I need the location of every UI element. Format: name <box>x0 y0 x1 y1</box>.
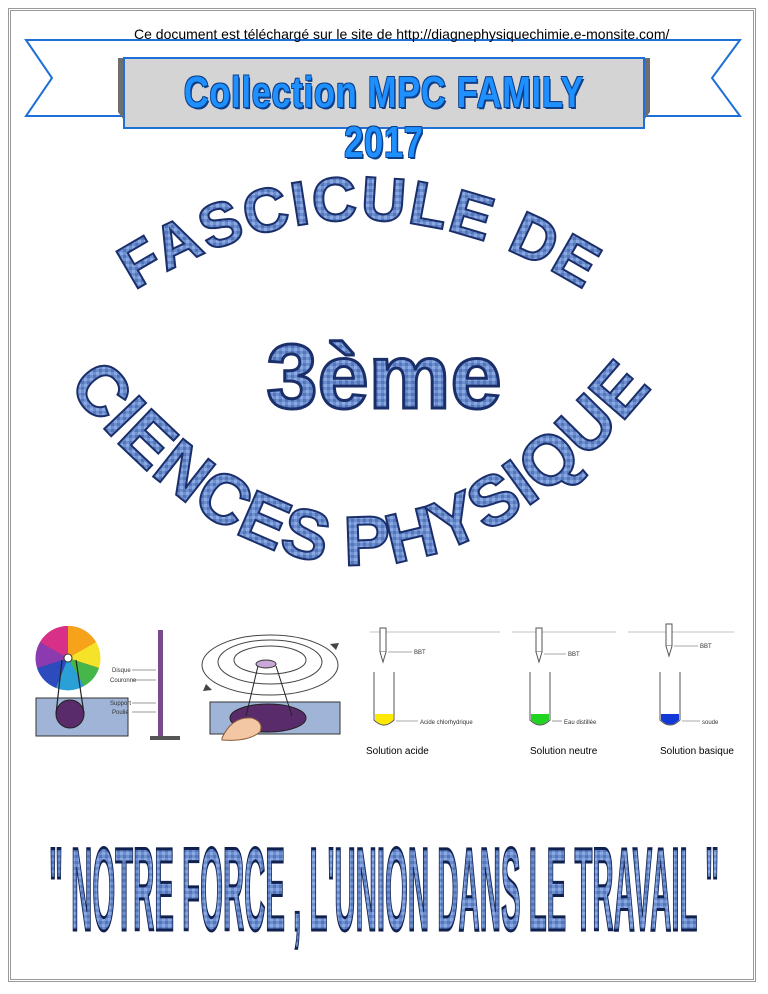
label-support: Support <box>110 701 132 707</box>
cover-word-art <box>0 150 768 620</box>
tube-neutral-figure <box>512 628 616 757</box>
caption-acid: Solution acide <box>366 746 429 757</box>
slogan-text: " NOTRE FORCE , L'UNION DANS LE TRAVAIL " <box>49 824 719 956</box>
pulley <box>56 700 84 728</box>
liquid-label-basic: soude <box>702 720 719 726</box>
liquid-label-neutral: Eau distillée <box>564 720 597 726</box>
label-poulie: Poulie <box>112 710 129 716</box>
reagent-label-acid: BBT <box>414 650 426 656</box>
grade-heading: 3ème <box>266 326 502 428</box>
subject-heading: CIENCES PHYSIQUE <box>55 345 665 581</box>
tube-basic-figure <box>628 624 734 757</box>
slogan-word-art <box>0 790 768 960</box>
label-couronne: Couronne <box>110 678 137 684</box>
label-disque: Disque <box>112 668 131 674</box>
source-url-notice: Ce document est téléchargé sur le site de http://diagnephysiquechimie.e-monsite.com/ <box>134 26 670 42</box>
liquid-label-acid: Acide chlorhydrique <box>420 720 473 726</box>
reagent-label-basic: BBT <box>700 644 712 650</box>
color-disc <box>36 626 101 690</box>
caption-basic: Solution basique <box>660 746 734 757</box>
stand-pole <box>158 630 163 738</box>
fascicule-heading: FASCICULE DE <box>106 164 614 303</box>
tube-acid-figure <box>366 628 500 757</box>
color-wheel-apparatus <box>28 624 186 740</box>
spinning-disc-figure <box>202 635 340 740</box>
reagent-label-neutral: BBT <box>568 652 580 658</box>
illustrations-strip <box>0 622 768 762</box>
collection-title: Collection MPC FAMILY 2017 <box>183 68 585 167</box>
caption-neutral: Solution neutre <box>530 746 598 757</box>
